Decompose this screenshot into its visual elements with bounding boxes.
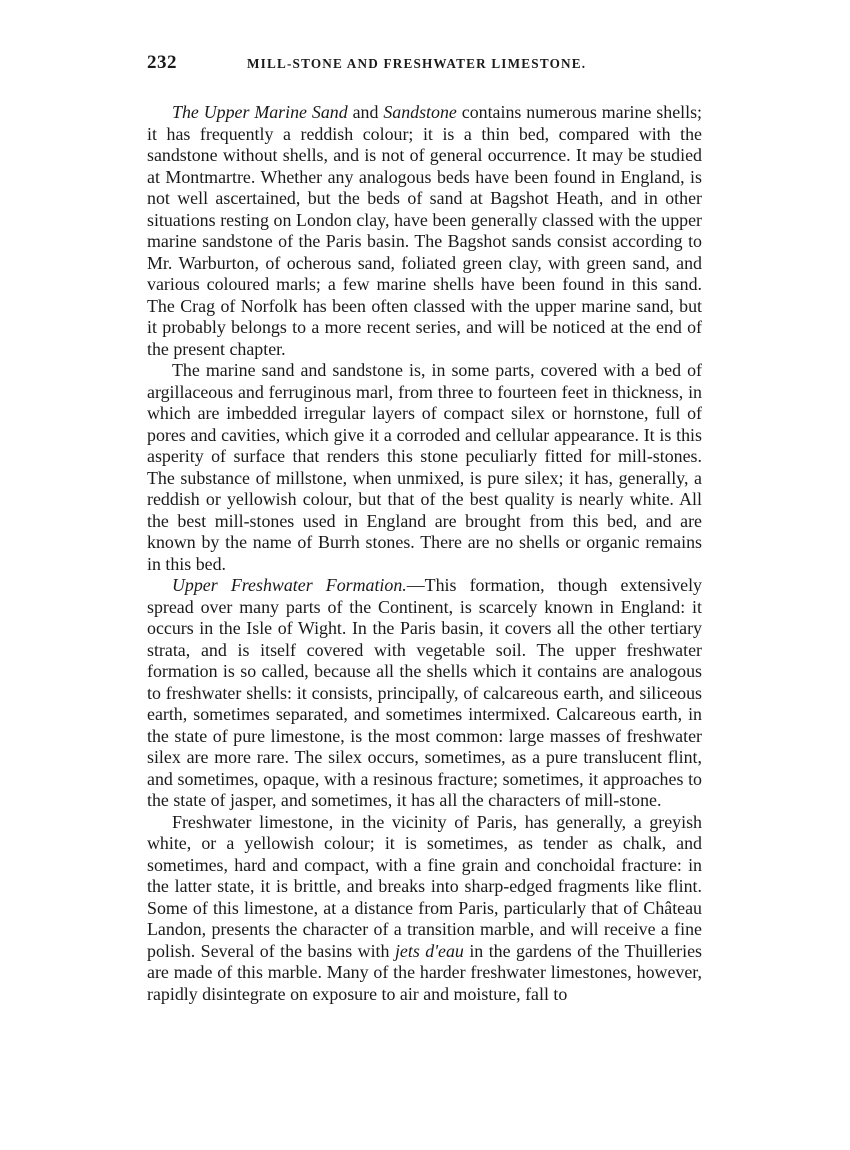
body-text [147,102,702,1005]
paragraph-text: Freshwater limestone, in the vicinity of Paris, has generally, a greyish white, or a yellowish colour; it is sometimes, as tender as chalk, and sometimes, hard and compact, with a fine grain and conchoidal fracture: in the latter state, it is brittle, and breaks into sharp-edged fragments like flint. Some of this limestone, at a distance from Paris, particularly that of Château Landon, presents the character of a transition marble, and will receive a fine polish. Several of the basins with [147,811,702,961]
italic-term: Sandstone [383,102,457,122]
section-heading-italic: Upper Freshwater Formation. [172,575,407,595]
paragraph-freshwater-limestone [147,812,702,1006]
paragraph-text: contains numerous marine shells; it has frequently a reddish colour; it is a thin bed, compared with the sandstone without shells, and is not of general occurrence. It may be studied at Montmartre. Whether any analogous beds have been found in England, is not well ascertained, but the beds of sand at Bagshot Heath, and in other situations resting on London clay, have been generally classed with the upper marine sandstone of the Paris basin. The Bagshot sands consist according to Mr. Warburton, of ocherous sand, foliated green clay, with green sand, and various coloured marls; a few marine shells have been found in this sand. The Crag of Norfolk has been often classed with the upper marine sand, but it probably belongs to a more recent series, and will be noticed at the end of the present chapter. [147,102,703,359]
connector-text: and [347,102,384,122]
paragraph-upper-marine-sand [147,102,702,360]
book-page [147,52,702,1005]
running-title: MILL-STONE AND FRESHWATER LIMESTONE. [247,56,587,71]
page-number: 232 [147,52,177,73]
paragraph-text: The marine sand and sandstone is, in some parts, covered with a bed of argillaceous and ferruginous marl, from three to fourteen feet in thickness, in which are imbedded irregular layers of compact silex or hornstone, full of pores and cavities, which give it a corroded and cellular appearance. It is this asperity of surface that renders this stone peculiarly fitted for mill-stones. The substance of millstone, when unmixed, is pure silex; it has, generally, a reddish or yellowish colour, but that of the best quality is nearly white. All the best mill-stones used in England are brought from this bed, and are known by the name of Burrh stones. There are no shells or organic remains in this bed. [147,360,702,574]
paragraph-mill-stone [147,360,702,575]
italic-term: The Upper Marine Sand [172,102,348,122]
paragraph-upper-freshwater-formation [147,575,702,812]
italic-term: jets d'eau [394,940,464,961]
paragraph-text: —This formation, though extensively spread over many parts of the Continent, is scarcely known in England: it occurs in the Isle of Wight. In the Paris basin, it covers all the other tertiary strata, and is itself covered with vegetable soil. The upper freshwater formation is so called, because all the shells which it contains are analogous to freshwater shells: it consists, principally, of calcareous earth, and siliceous earth, sometimes separated, and sometimes intermixed. Calcareous earth, in the state of pure limestone, is the most common: large masses of freshwater silex are more rare. The silex occurs, sometimes, as a pure translucent flint, and sometimes, opaque, with a resinous fracture; sometimes, it approaches to the state of jasper, and sometimes, it has all the characters of mill-stone. [147,575,703,810]
page-header [147,52,702,82]
paragraph-text: in the gardens of the Thuilleries are made of this marble. Many of the harder freshwater limestones, however, rapidly disintegrate on exposure to air and moisture, fall to [147,940,702,1004]
